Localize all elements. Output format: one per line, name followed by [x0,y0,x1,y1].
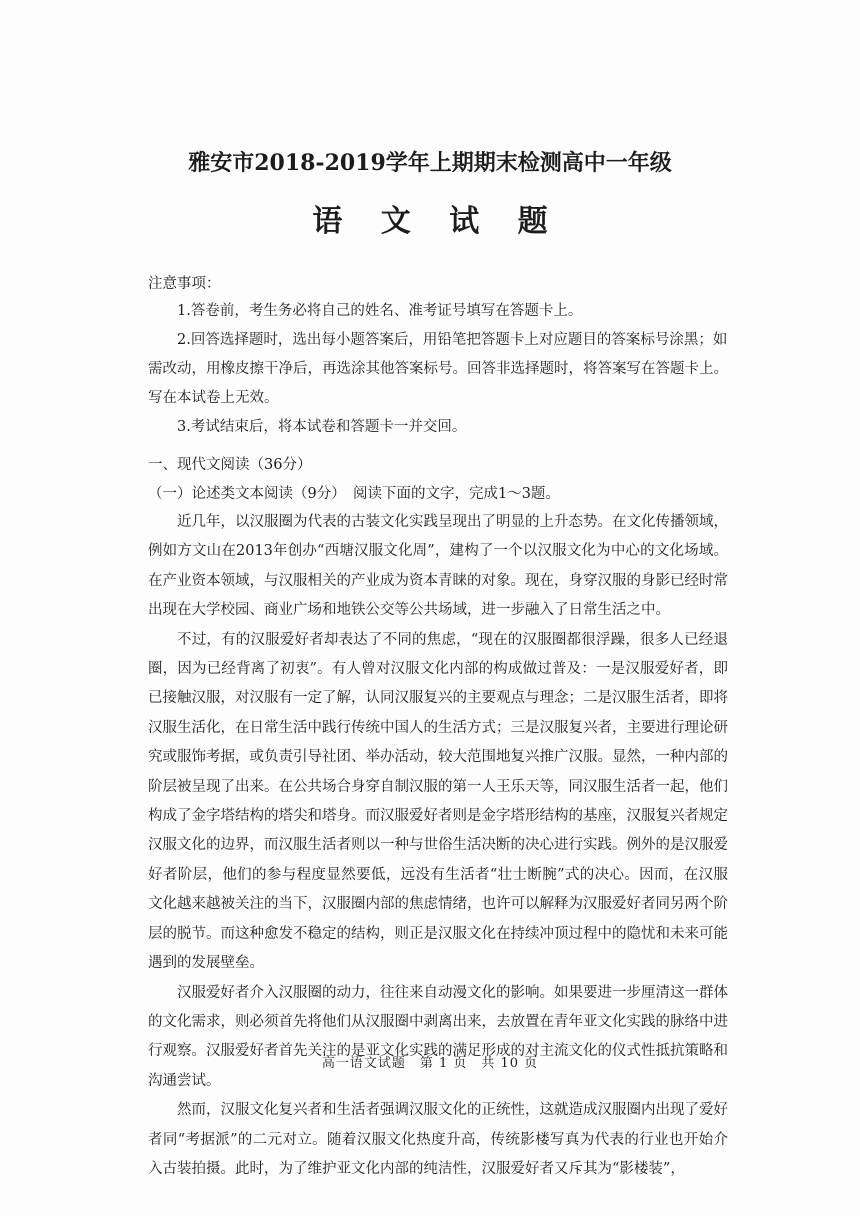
section-heading: 一、现代文阅读（36分） [148,457,312,473]
passage-paragraph-4: 然而，汉服文化复兴者和生活者强调汉服文化的正统性，这就造成汉服圈内出现了爱好者同“考据派”的二元对立。随着汉服文化热度升高，传统影楼写真为代表的行业也开始介入古装拍摄。此时，为了维护亚文化内部的纯洁性，汉服爱好者又斥其为“影楼装”， [148,1102,728,1177]
note-item-3: 3.考试结束后，将本试卷和答题卡一并交回。 [177,419,467,435]
notes-heading: 注意事项： [148,276,221,292]
notes-list [148,297,728,442]
note-item-2: 2.回答选择题时，选出每小题答案后，用铅笔把答题卡上对应题目的答案标号涂黑；如需改动，用橡皮擦干净后，再选涂其他答案标号。回答非选择题时，将答案写在答题卡上。写在本试卷上无效。 [148,332,728,406]
page-footer: 高一语文试题 第 1 页 共 10 页 [321,1056,539,1071]
passage-paragraph-2: 不过，有的汉服爱好者却表达了不同的焦虑，“现在的汉服圈都很浮躁，很多人已经退圈，因为已经背离了初衷”。有人曾对汉服文化内部的构成做过普及：一是汉服爱好者，即已接触汉服，对汉服有一定了解，认同汉服复兴的主要观点与理念；二是汉服生活者，即将汉服生活化，在日常生活中践行传统中国人的生活方式；三是汉服复兴者，主要进行理论研究或服饰考据，或负责引导社团、举办活动，较大范围地复兴推广汉服。显然，一种内部的阶层被呈现了出来。在公共场合身穿自制汉服的第一人王乐天等，同汉服生活者一起，他们构成了金字塔结构的塔尖和塔身。而汉服爱好者则是金字塔形结构的基座，汉服复兴者规定汉服文化的边界，而汉服生活者则以一种与世俗生活决断的决心进行实践。例外的是汉服爱好者阶层，他们的参与程度显然要低，远没有生活者“壮士断腕”式的决心。因而，在汉服文化越来越被关注的当下，汉服圈内部的焦虑情绪，也许可以解释为汉服爱好者同另两个阶层的脱节。而这种愈发不稳定的结构，则正是汉服文化在持续冲顶过程中的隐忧和未来可能遇到的发展壁垒。 [148,631,728,972]
subsection-heading: （一）论述类文本阅读（9分） 阅读下面的文字，完成1～3题。 [148,486,560,502]
subject-title: 语 文 试 题 [312,204,562,239]
passage-paragraph-3: 汉服爱好者介入汉服圈的动力，往往来自动漫文化的影响。如果要进一步厘清这一群体的文化需求，则必须首先将他们从汉服圈中剥离出来，去放置在青年亚文化实践的脉络中进行观察。汉服爱好者首先关注的是亚文化实践的满足形成的对主流文化的仪式性抵抗策略和沟通尝试。 [148,984,728,1089]
note-item-1: 1.答卷前，考生务必将自己的姓名、准考证号填写在答题卡上。 [177,303,583,319]
passage-paragraph-1: 近几年，以汉服圈为代表的古装文化实践呈现出了明显的上升态势。在文化传播领域，例如方文山在2013年创办“西塘汉服文化周”，建构了一个以汉服文化为中心的文化场域。在产业资本领域，与汉服相关的产业成为资本青睐的对象。现在，身穿汉服的身影已经时常出现在大学校园、商业广场和地铁公交等公共场域，进一步融入了日常生活之中。 [148,514,728,619]
reading-passage [148,508,728,1184]
exam-title: 雅安市2018-2019学年上期期末检测高中一年级 [188,150,672,176]
